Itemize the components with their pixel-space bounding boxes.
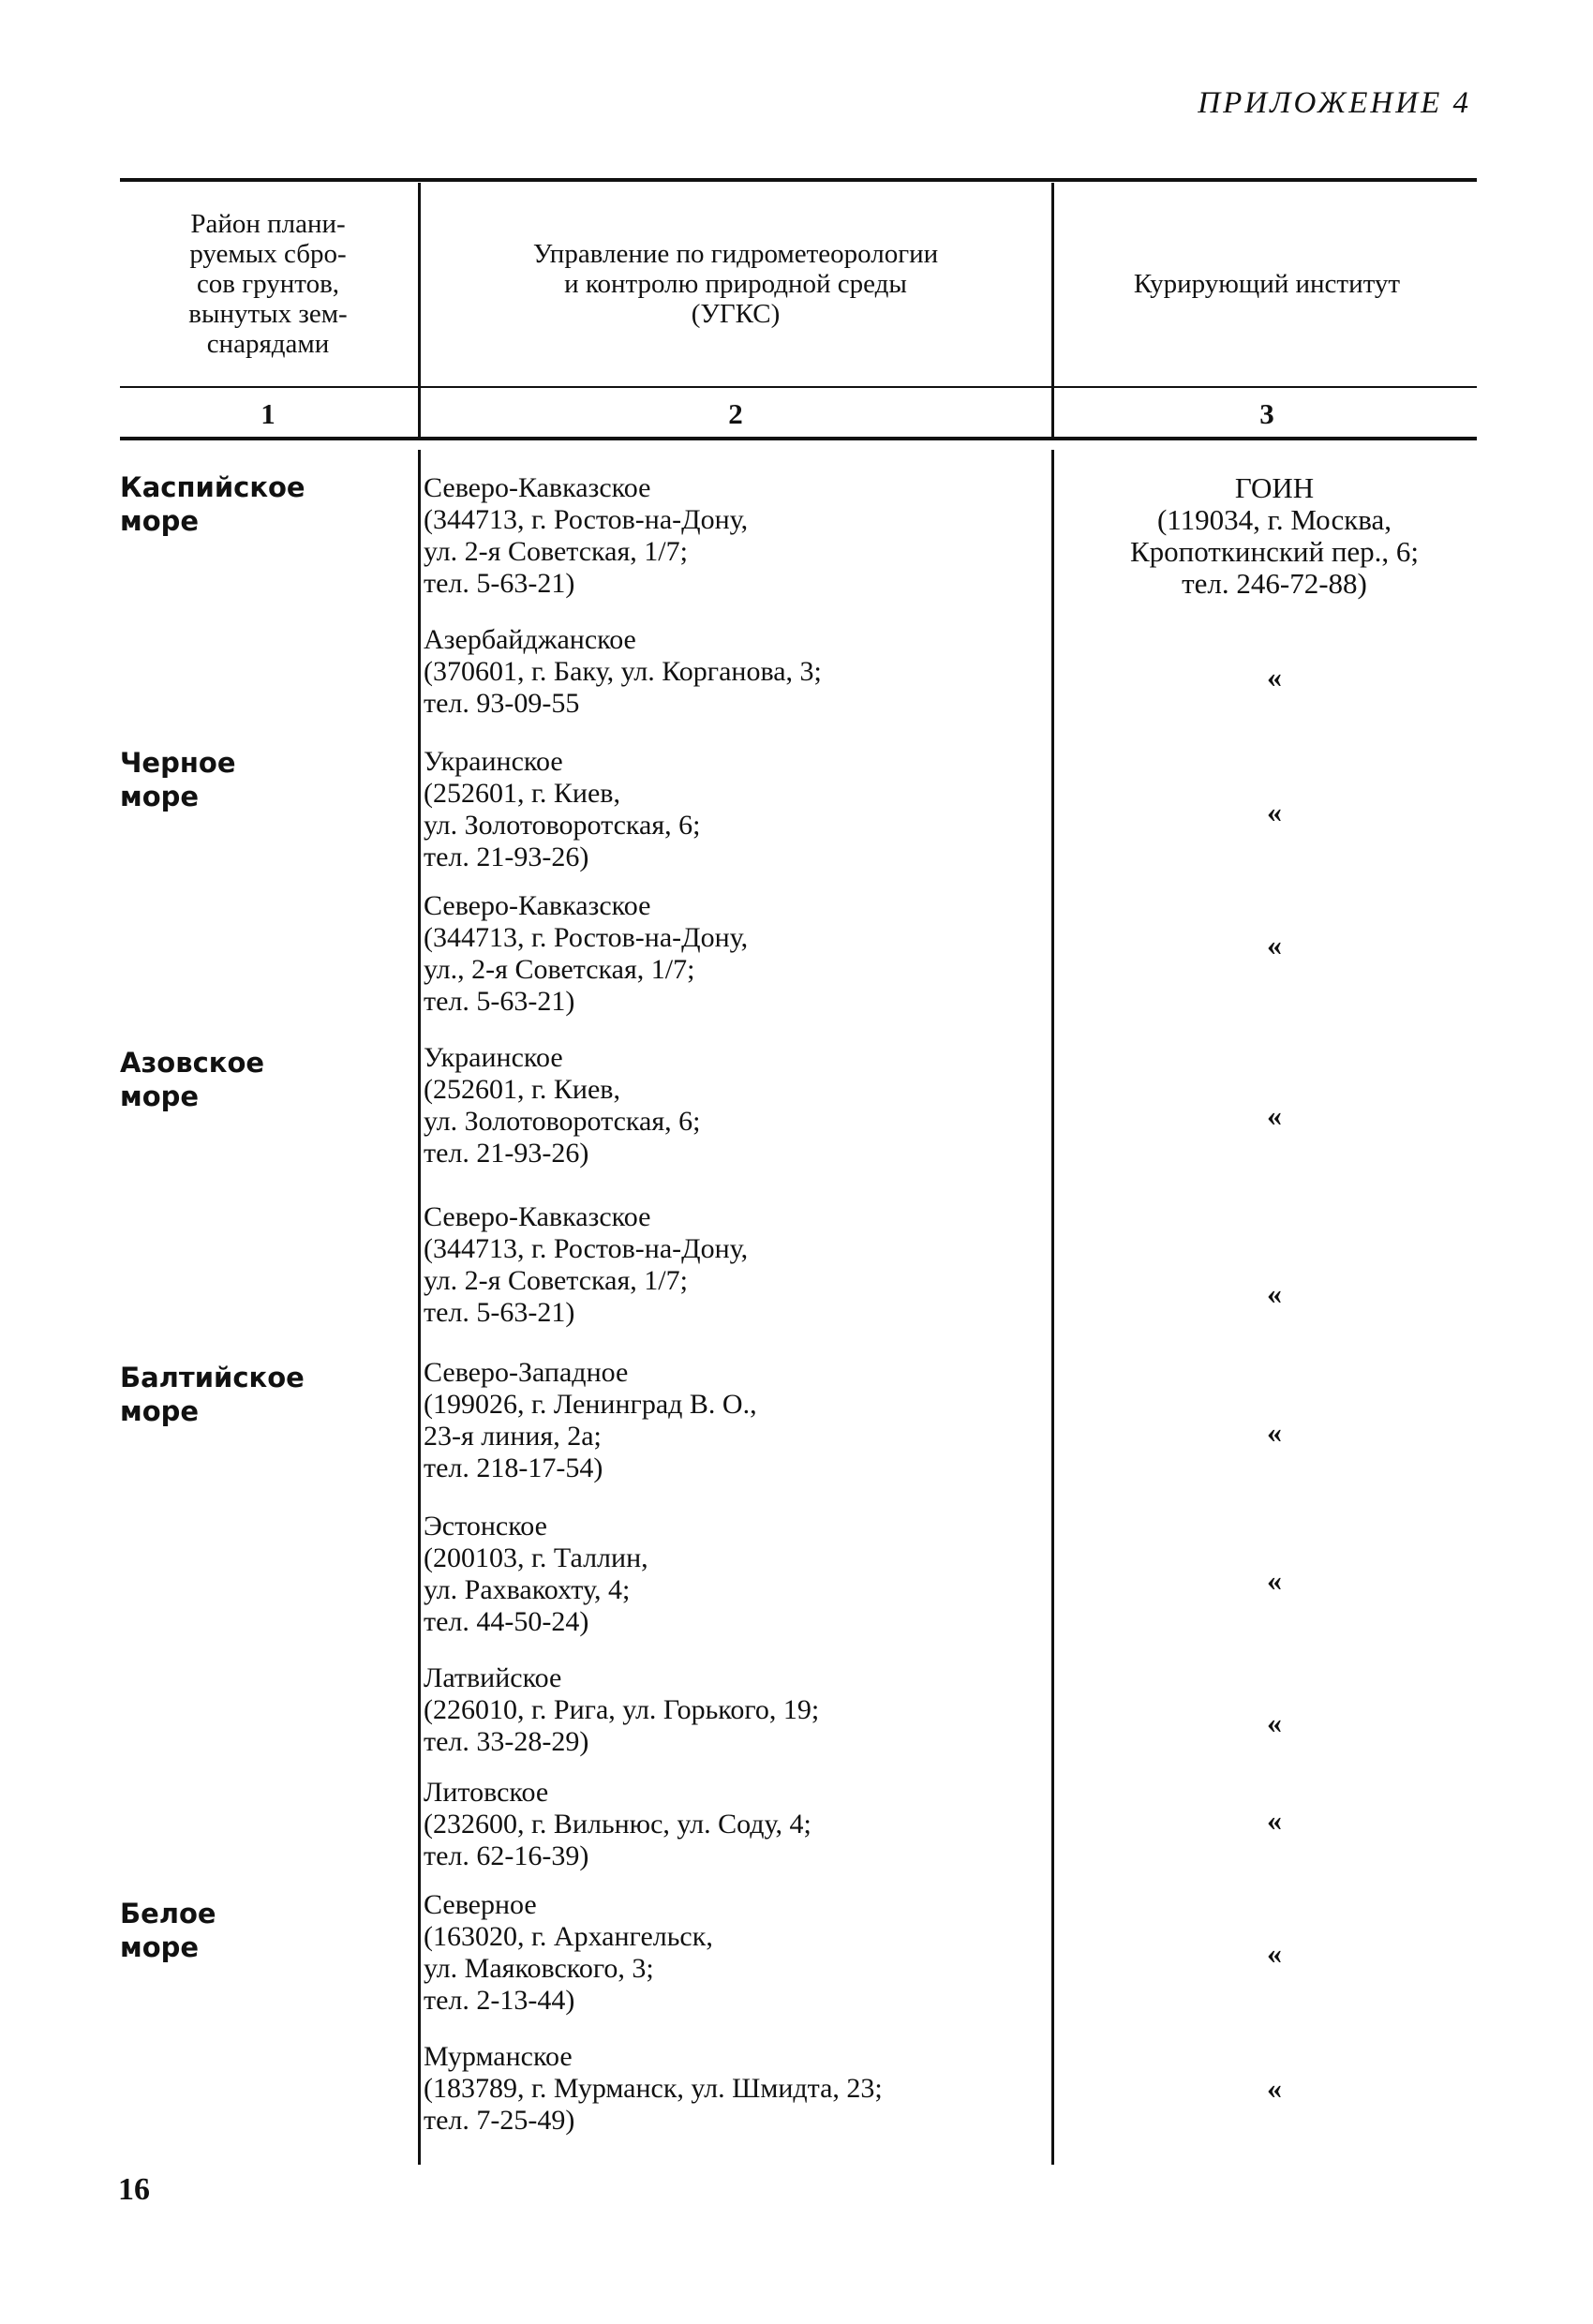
agency-entry: Мурманское (183789, г. Мурманск, ул. Шмидта, 23; тел. 7-25-49) xyxy=(424,2041,883,2136)
region-black-sea: Черное море xyxy=(120,747,236,812)
table-top-rule xyxy=(120,178,1477,182)
header-region: Район плани- руемых сбро- сов грунтов, вынутых зем- снарядами xyxy=(188,209,348,359)
region-baltic: Балтийское море xyxy=(120,1362,305,1427)
region-caspian: Каспийское море xyxy=(120,471,305,537)
agency-entry: Украинское (252601, г. Киев, ул. Золотоворотская, 6; тел. 21-93-26) xyxy=(424,1042,701,1169)
agency-entry: Северо-Кавказское (344713, г. Ростов-на-Дону, ул., 2-я Советская, 1/7; тел. 5-63-21) xyxy=(424,890,749,1017)
column-number-3: 3 xyxy=(1259,397,1274,430)
agency-entry: Латвийское (226010, г. Рига, ул. Горького, 19; тел. 33-28-29) xyxy=(424,1662,820,1757)
agency-entry: Литовское (232600, г. Вильнюс, ул. Соду, 4; тел. 62-16-39) xyxy=(424,1777,811,1871)
column-divider-1 xyxy=(418,183,421,438)
ditto-mark: « xyxy=(1267,2071,1282,2105)
column-number-1: 1 xyxy=(261,397,275,430)
institute-entry: ГОИН (119034, г. Москва, Кропоткинский пер., 6; тел. 246-72-88) xyxy=(1129,471,1420,600)
region-white-sea: Белое море xyxy=(120,1898,216,1963)
column-divider-2 xyxy=(1051,183,1054,438)
ditto-mark: « xyxy=(1267,1276,1282,1310)
header-institute: Курирующий институт xyxy=(1133,269,1401,300)
agency-entry: Северо-Западное (199026, г. Ленинград В. О., 23-я линия, 2а; тел. 218-17-54) xyxy=(424,1357,757,1483)
page-number: 16 xyxy=(118,2172,150,2207)
region-azov: Азовское море xyxy=(120,1047,265,1112)
ditto-mark: « xyxy=(1267,1098,1282,1132)
agency-entry: Северо-Кавказское (344713, г. Ростов-на-Дону, ул. 2-я Советская, 1/7; тел. 5-63-21) xyxy=(424,1201,749,1328)
agency-entry: Эстонское (200103, г. Таллин, ул. Рахвакохту, 4; тел. 44-50-24) xyxy=(424,1511,648,1637)
ditto-mark: « xyxy=(1267,928,1282,961)
ditto-mark: « xyxy=(1267,1415,1282,1449)
agency-entry: Украинское (252601, г. Киев, ул. Золотоворотская, 6; тел. 21-93-26) xyxy=(424,746,701,872)
ditto-mark: « xyxy=(1267,660,1282,693)
ditto-mark: « xyxy=(1267,795,1282,828)
ditto-mark: « xyxy=(1267,1803,1282,1837)
ditto-mark: « xyxy=(1267,1563,1282,1597)
numbers-bottom-rule xyxy=(120,437,1477,440)
ditto-mark: « xyxy=(1267,1706,1282,1739)
ditto-mark: « xyxy=(1267,1936,1282,1970)
appendix-title: ПРИЛОЖЕНИЕ 4 xyxy=(1198,86,1471,120)
header-agency: Управление по гидрометеорологии и контролю природной среды (УГКС) xyxy=(532,239,939,329)
agency-entry: Северное (163020, г. Архангельск, ул. Маяковского, 3; тел. 2-13-44) xyxy=(424,1889,713,2016)
column-number-2: 2 xyxy=(728,397,743,430)
agency-entry: Северо-Кавказское (344713, г. Ростов-на-Дону, ул. 2-я Советская, 1/7; тел. 5-63-21) xyxy=(424,472,749,599)
header-bottom-rule xyxy=(120,386,1477,388)
agency-entry: Азербайджанское (370601, г. Баку, ул. Корганова, 3; тел. 93-09-55 xyxy=(424,624,822,719)
body-divider-1 xyxy=(418,450,421,2165)
